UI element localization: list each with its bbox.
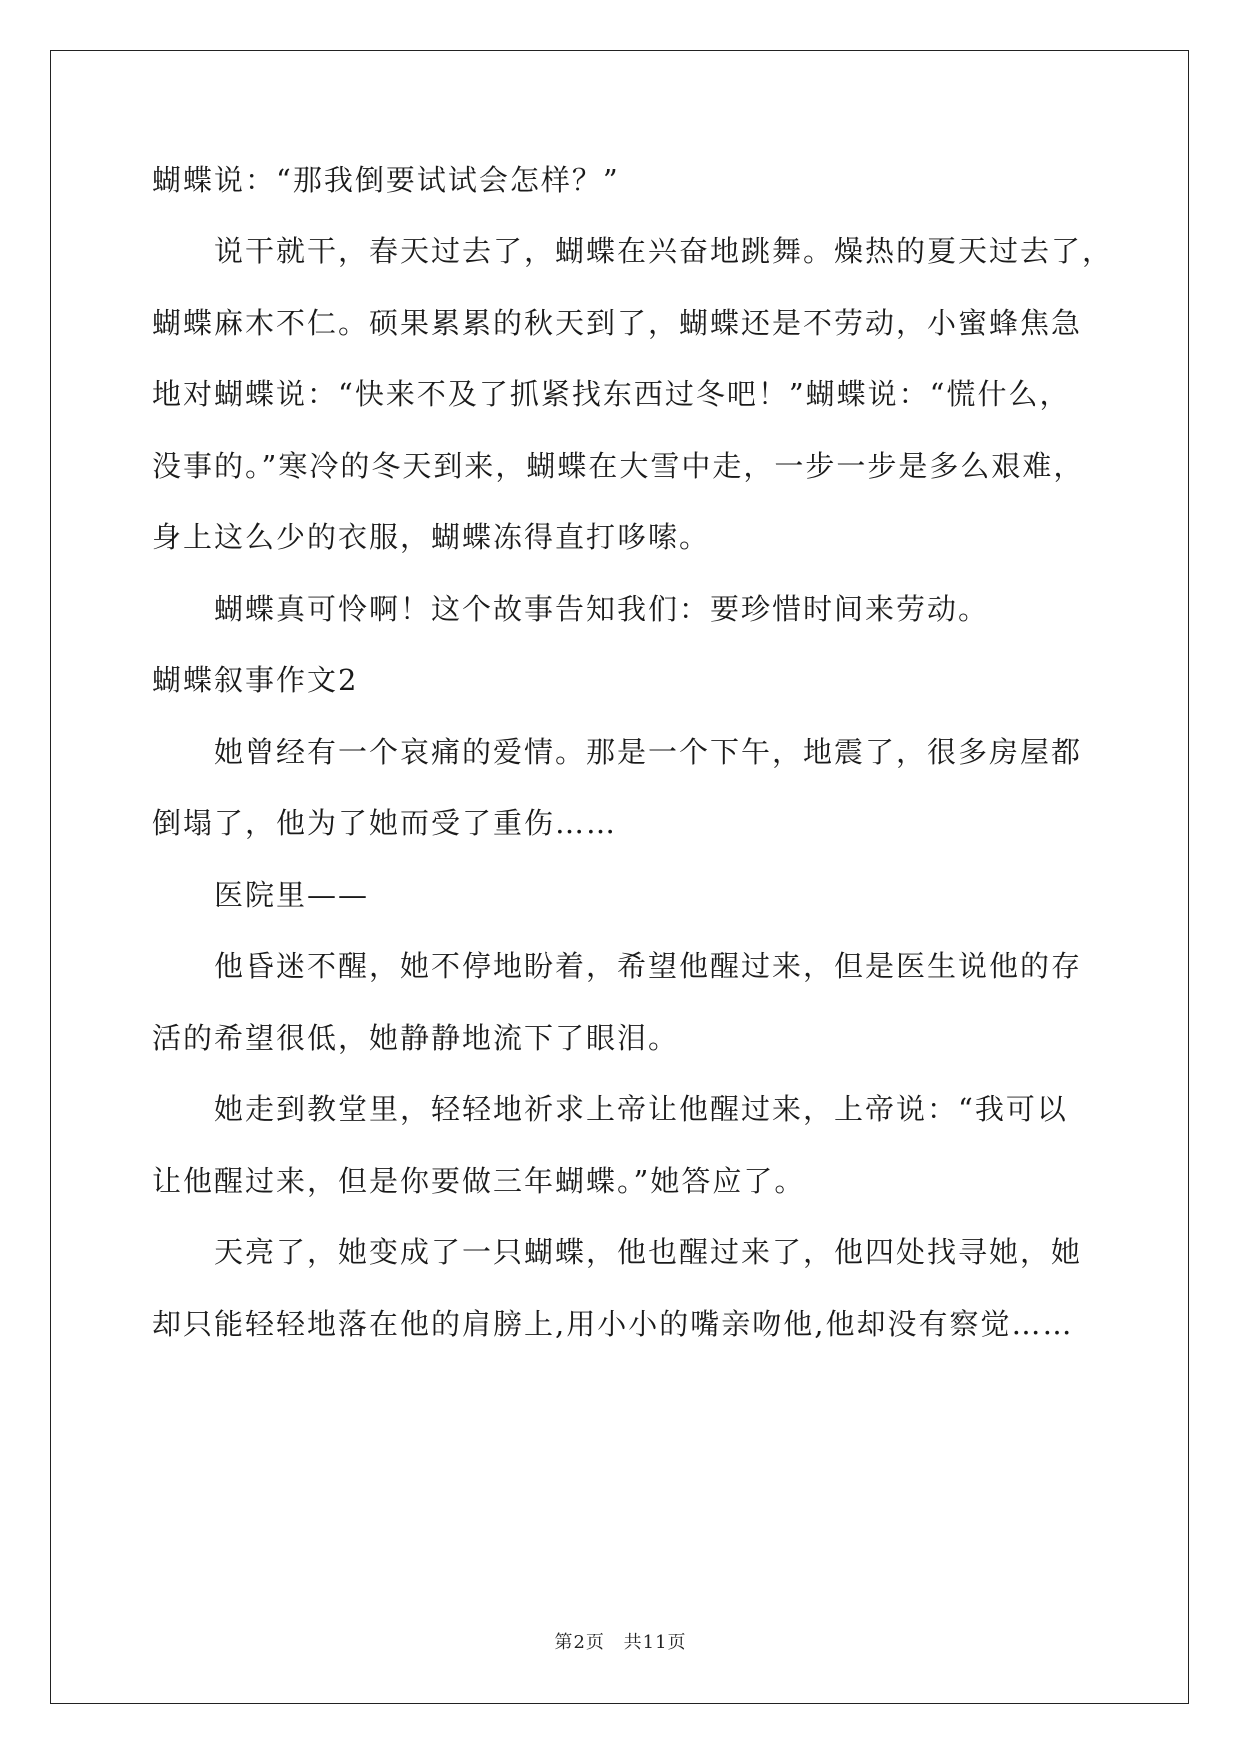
page-footer bbox=[0, 1628, 1241, 1654]
paragraph-start: 说干就干，春天过去了，蝴蝶在兴奋地跳舞。燥热的夏天过去了， bbox=[214, 234, 1114, 268]
paragraph-start: 他昏迷不醒，她不停地盼着，希望他醒过来，但是医生说他的存 bbox=[214, 949, 1083, 983]
text-line: 地对蝴蝶说：“快来不及了抓紧找东西过冬吧！”蝴蝶说：“慌什么， bbox=[152, 377, 1071, 411]
paragraph-start: 天亮了，她变成了一只蝴蝶，他也醒过来了，他四处找寻她，她 bbox=[214, 1235, 1083, 1269]
text-line: 没事的。”寒冷的冬天到来，蝴蝶在大雪中走，一步一步是多么艰难， bbox=[152, 449, 1085, 483]
text-line: 蝴蝶麻木不仁。硕果累累的秋天到了，蝴蝶还是不劳动，小蜜蜂焦急 bbox=[152, 306, 1083, 340]
text-line: 蝴蝶说：“那我倒要试试会怎样？” bbox=[152, 163, 620, 197]
paragraph-start: 她曾经有一个哀痛的爱情。那是一个下午，地震了，很多房屋都 bbox=[214, 735, 1083, 769]
text-line: 活的希望很低，她静静地流下了眼泪。 bbox=[152, 1021, 680, 1055]
text-line: 身上这么少的衣服，蝴蝶冻得直打哆嗦。 bbox=[152, 520, 711, 554]
section-heading: 蝴蝶叙事作文2 bbox=[152, 663, 359, 697]
paragraph-start: 她走到教堂里，轻轻地祈求上帝让他醒过来，上帝说：“我可以 bbox=[214, 1092, 1068, 1126]
page-total: 共11页 bbox=[623, 1632, 687, 1653]
paragraph-start: 医院里—— bbox=[214, 878, 370, 912]
paragraph-start: 蝴蝶真可怜啊！这个故事告知我们：要珍惜时间来劳动。 bbox=[214, 592, 990, 626]
text-line: 倒塌了，他为了她而受了重伤…… bbox=[152, 806, 618, 840]
text-line: 却只能轻轻地落在他的肩膀上,用小小的嘴亲吻他,他却没有察觉…… bbox=[152, 1307, 1074, 1341]
text-line: 让他醒过来，但是你要做三年蝴蝶。”她答应了。 bbox=[152, 1164, 806, 1198]
page-number: 第2页 bbox=[554, 1632, 605, 1653]
